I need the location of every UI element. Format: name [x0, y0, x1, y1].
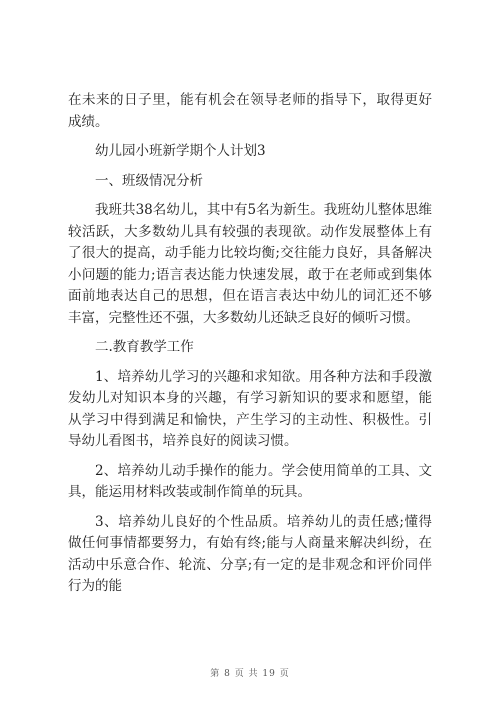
section-heading-teaching-work: 二.教育教学工作	[95, 339, 194, 355]
plan-title: 幼儿园小班新学期个人计划3	[95, 143, 266, 159]
paragraph-item-3: 3、培养幼儿良好的个性品质。培养幼儿的责任感;懂得做任何事情都要努力，有始有终;能与人商量来解决纠纷，在活动中乐意合作、轮流、分享;有一定的是非观念和评价同伴行为的能	[68, 513, 432, 594]
paragraph-continuation: 在未来的日子里，能有机会在领导老师的指导下，取得更好成绩。	[68, 92, 432, 130]
section-heading-class-analysis: 一、班级情况分析	[95, 172, 203, 189]
page-number-footer: 第 8 页 共 19 页	[210, 669, 290, 679]
paragraph-item-1: 1、培养幼儿学习的兴趣和求知欲。用各种方法和手段激发幼儿对知识本身的兴趣，有学习新知识的要求和愿望，能从学习中得到满足和愉快，产生学习的主动性、积极性。引导幼儿看图书，培养良好的阅读习惯。	[68, 368, 432, 449]
paragraph-class-analysis: 我班共38名幼儿，其中有5名为新生。我班幼儿整体思维较活跃，大多数幼儿具有较强的表现欲。动作发展整体上有了很大的提高，动手能力比较均衡;交往能力良好，具备解决小问题的能力;语言表达能力快速发展，敢于在老师或到集体面前地表达自己的思想，但在语言表达中幼儿的词汇还不够丰富，完整性还不强，大多数幼儿还缺乏良好的倾听习惯。	[68, 202, 432, 326]
paragraph-item-2: 2、培养幼儿动手操作的能力。学会使用简单的工具、文具，能运用材料改装或制作简单的玩具。	[68, 462, 432, 500]
document-body	[68, 90, 432, 598]
